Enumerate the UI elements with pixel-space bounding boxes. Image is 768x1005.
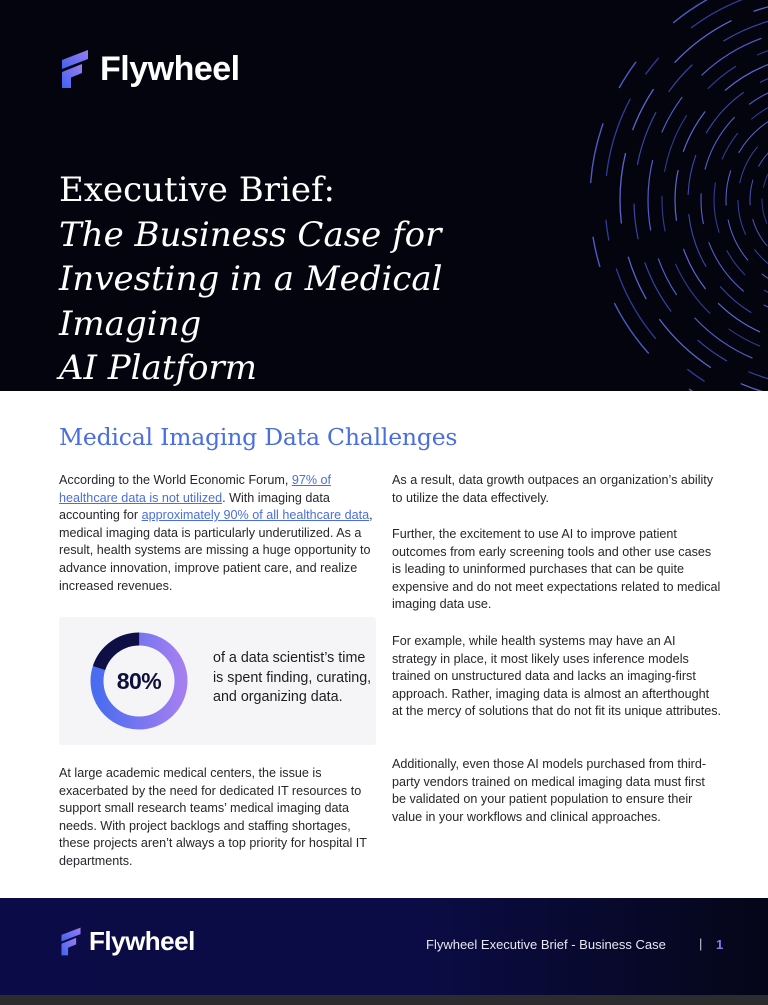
concentric-rings-decoration [560,0,768,391]
logo-wordmark: Flywheel [100,50,240,88]
flywheel-logo-icon [60,925,82,958]
text-span: , medical imaging data is particularly underutilized. As a result, health systems are missing a huge opportunity to advance innovation, improve patient care, and realize increased revenues. [59,508,373,593]
text-span: . With imaging data accounting for [59,490,330,523]
hero-banner [0,0,768,391]
flywheel-logo-icon [60,48,90,90]
title-line-2: The Business Case for [59,214,442,255]
footer-flywheel-logo [60,925,195,958]
title-line-4: AI Platform [59,348,258,388]
page-title [59,168,579,391]
ai-excitement-paragraph: Further, the excitement to use AI to improve patient outcomes from early screening tools and other use cases is leading to uninformed purchases that can be quite expensive and do not meet expectations related to medical imaging data use. [392,527,721,612]
data-growth-paragraph: As a result, data growth outpaces an organization’s ability to utilize the data effectively. [392,473,714,505]
footer-caption: Flywheel Executive Brief - Business Case [426,937,666,952]
page-number: 1 [716,937,724,952]
academic-centers-paragraph: At large academic medical centers, the issue is exacerbated by the need for dedicated IT resources to support small research teams’ medical imaging data needs. With project backlogs and staffing shortages, these projects aren’t always a top priority for hospital IT departments. [59,766,367,868]
text-span: According to the World Economic Forum, [59,473,292,487]
viewer-bottom-bar [0,995,768,1005]
section-heading: Medical Imaging Data Challenges [59,423,458,451]
ai-strategy-paragraph: For example, while health systems may have an AI strategy in place, it most likely uses inference models trained on unstructured data and lacks an imaging-first approach. Rather, imaging data is almost an afterthought at the mercy of solutions that do not fit its unique attributes. [392,634,722,719]
title-line-1: Executive Brief: [59,170,336,210]
intro-paragraph [59,472,379,595]
stat-callout [59,617,376,745]
title-line-3: Investing in a Medical Imaging [59,259,443,344]
stat-value: 80% [116,667,162,694]
wef-statistic-link[interactable]: 97% of healthcare data is not utilized [59,473,332,505]
page-footer [0,898,768,995]
stat-description: of a data scientist’s time is spent finding, curating, and organizing data. [213,650,372,705]
footer-separator: | [699,936,703,951]
imaging-data-share-link[interactable]: approximately 90% of all healthcare data [141,508,370,523]
logo-wordmark: Flywheel [89,926,195,956]
flywheel-logo [60,48,240,90]
third-party-models-paragraph: Additionally, even those AI models purchased from third-party vendors trained on medical imaging data must first be validated on your patient population to ensure their value in your workflows and clinical approaches. [392,757,707,824]
